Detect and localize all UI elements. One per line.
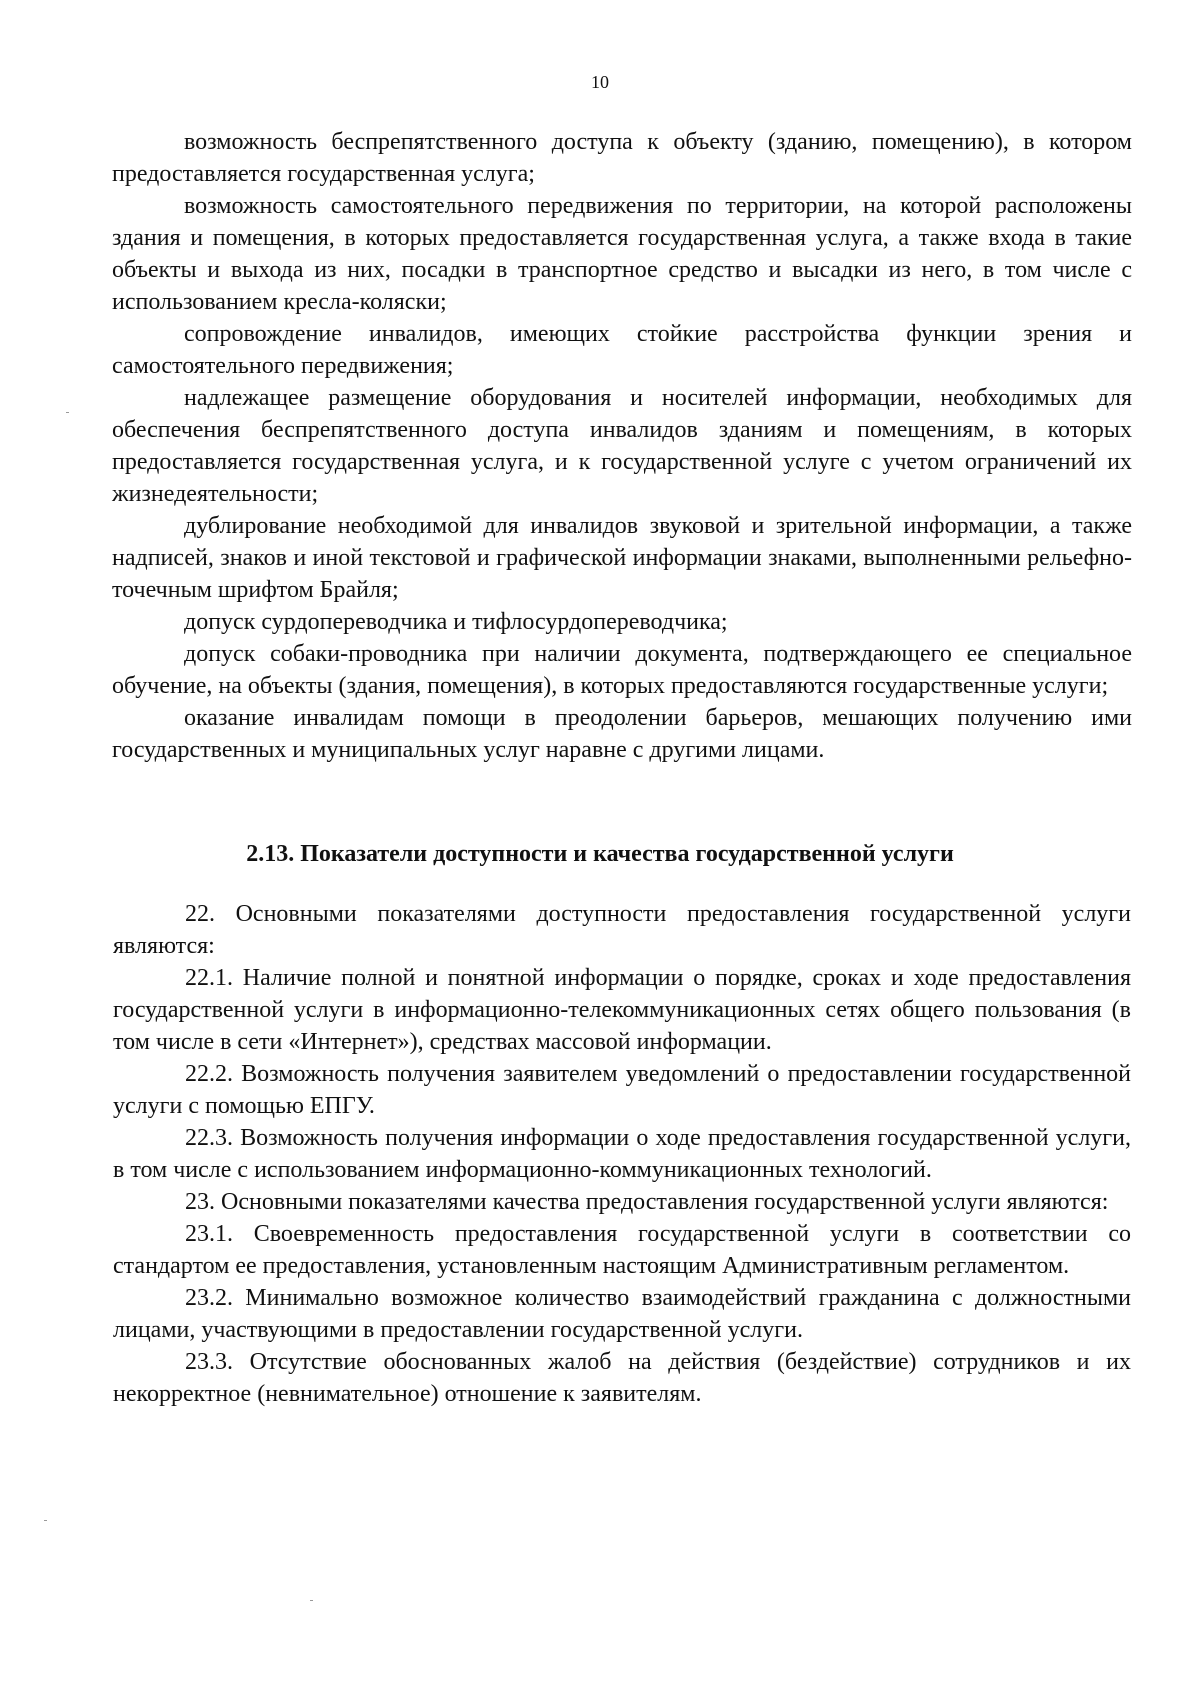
- paragraph: 22.3. Возможность получения информации о ходе предоставления государственной услуги, в том числе с использованием информационно-коммуникационных технологий.: [113, 1125, 1131, 1183]
- scan-speck: [66, 412, 69, 413]
- scan-speck: [44, 1520, 47, 1521]
- list-item: сопровождение инвалидов, имеющих стойкие расстройства функции зрения и самостоятельного передвижения;: [112, 321, 1132, 379]
- list-item: допуск сурдопереводчика и тифлосурдопереводчика;: [184, 609, 728, 635]
- paragraph: 23.2. Минимально возможное количество взаимодействий гражданина с должностными лицами, участвующими в предоставлении государственной услуги.: [113, 1285, 1131, 1343]
- paragraph: 22. Основными показателями доступности предоставления государственной услуги являются:: [113, 901, 1131, 959]
- list-item: допуск собаки-проводника при наличии документа, подтверждающего ее специальное обучение, на объекты (здания, помещения), в которых предоставляются государственные услуги;: [112, 641, 1132, 699]
- paragraph: 23. Основными показателями качества предоставления государственной услуги являются:: [185, 1189, 1109, 1215]
- paragraph: 23.3. Отсутствие обоснованных жалоб на действия (бездействие) сотрудников и их некорректное (невнимательное) отношение к заявителям.: [113, 1349, 1131, 1407]
- list-item: оказание инвалидам помощи в преодолении барьеров, мешающих получению ими государственных и муниципальных услуг наравне с другими лицами.: [112, 705, 1132, 763]
- list-item: надлежащее размещение оборудования и носителей информации, необходимых для обеспечения беспрепятственного доступа инвалидов зданиям и помещениям, в которых предоставляется государственная услуга, и к государственной услуге с учетом ограничений их жизнедеятельности;: [112, 385, 1132, 507]
- list-item: дублирование необходимой для инвалидов звуковой и зрительной информации, а также надписей, знаков и иной текстовой и графической информации знаками, выполненными рельефно-точечным шрифтом Брайля;: [112, 513, 1132, 603]
- list-item: возможность беспрепятственного доступа к объекту (зданию, помещению), в котором предоставляется государственная услуга;: [112, 129, 1132, 187]
- list-item: возможность самостоятельного передвижения по территории, на которой расположены здания и помещения, в которых предоставляется государственная услуга, а также входа в такие объекты и выхода из них, посадки в транспортное средство и высадки из него, в том числе с использованием кресла-коляски;: [112, 193, 1132, 315]
- section-body: [113, 898, 1131, 1410]
- scan-speck: [310, 1600, 313, 1601]
- accessibility-requirements-list: [112, 126, 1132, 766]
- paragraph: 23.1. Своевременность предоставления государственной услуги в соответствии со стандартом ее предоставления, установленным настоящим Административным регламентом.: [113, 1221, 1131, 1279]
- page-number: 10: [591, 72, 609, 92]
- paragraph: 22.2. Возможность получения заявителем уведомлений о предоставлении государственной услуги с помощью ЕПГУ.: [113, 1061, 1131, 1119]
- section-heading: 2.13. Показатели доступности и качества государственной услуги: [246, 841, 954, 867]
- paragraph: 22.1. Наличие полной и понятной информации о порядке, сроках и ходе предоставления государственной услуги в информационно-телекоммуникационных сетях общего пользования (в том числе в сети «Интернет»), средствах массовой информации.: [113, 965, 1131, 1055]
